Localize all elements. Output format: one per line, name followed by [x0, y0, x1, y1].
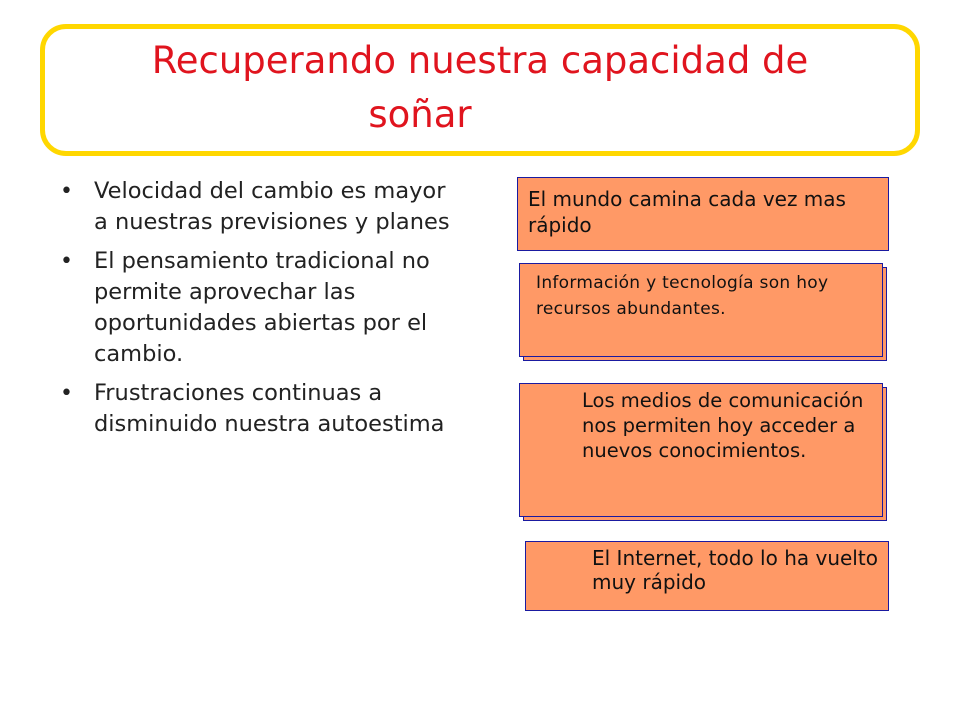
- callout-text: El Internet, todo lo ha vuelto muy rápido: [592, 546, 878, 594]
- callout-box-internet: [525, 541, 889, 611]
- bullet-list: [58, 176, 458, 448]
- bullet-text: El pensamiento tradicional no permite aprovechar las oportunidades abiertas por el cambio.: [94, 248, 430, 367]
- bullet-text: Velocidad del cambio es mayor a nuestras previsiones y planes: [94, 178, 450, 235]
- bullet-item: [58, 176, 458, 238]
- bullet-item: [58, 378, 458, 440]
- callout-text: Los medios de comunicación nos permiten hoy acceder a nuevos conocimientos.: [582, 389, 864, 462]
- callout-text: El mundo camina cada vez mas rápido: [528, 187, 846, 237]
- bullet-dot-icon: •: [60, 249, 73, 274]
- bullet-dot-icon: •: [60, 179, 73, 204]
- title-line-2: soñar: [368, 93, 472, 136]
- bullet-dot-icon: •: [60, 381, 73, 406]
- bullet-item: [58, 246, 458, 370]
- callout-box-information: [519, 263, 883, 357]
- title-line-1: Recuperando nuestra capacidad de: [151, 39, 809, 82]
- callout-box-media: [519, 383, 883, 517]
- slide-title: [40, 34, 920, 142]
- bullet-text: Frustraciones continuas a disminuido nuestra autoestima: [94, 380, 445, 437]
- callout-box-world-speed: [517, 177, 889, 251]
- callout-text: Información y tecnología son hoy recursos abundantes.: [536, 273, 829, 319]
